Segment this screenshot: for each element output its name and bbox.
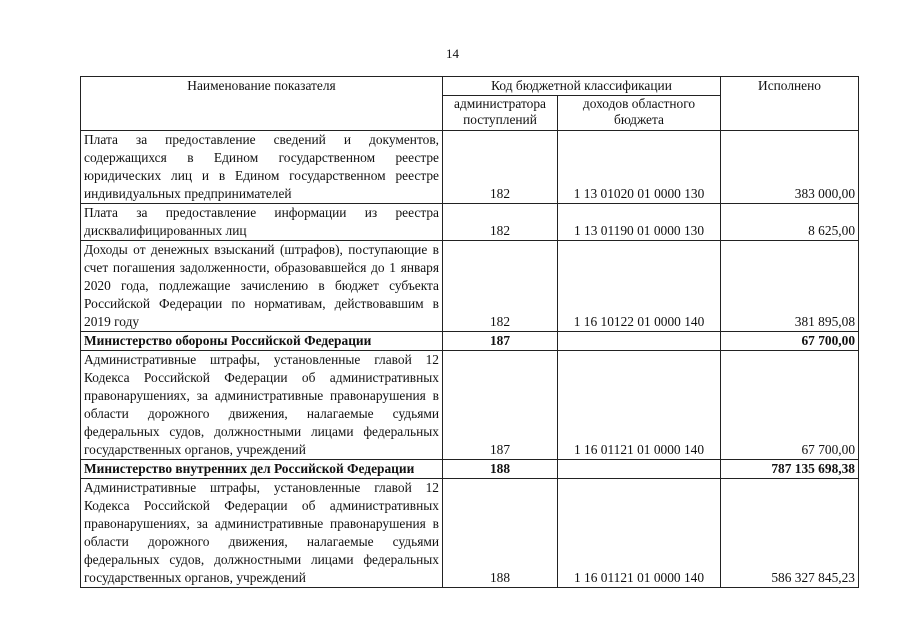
admin-code: 182 xyxy=(443,204,558,241)
table-row xyxy=(81,241,859,332)
ministry-name: Министерство обороны Российской Федерации xyxy=(81,332,443,351)
executed-amount: 787 135 698,38 xyxy=(721,460,859,479)
indicator-name: Административные штрафы, установленные главой 12 Кодекса Российской Федерации об административных правонарушениях, за административные правонарушения в области дорожного движения, налагаемые судьями федеральных судов, должностными лицами федеральных государственных органов, учреждений xyxy=(81,351,443,460)
income-code xyxy=(558,332,721,351)
table-row xyxy=(81,351,859,460)
executed-amount: 586 327 845,23 xyxy=(721,479,859,588)
admin-code: 182 xyxy=(443,241,558,332)
admin-code: 187 xyxy=(443,351,558,460)
budget-table xyxy=(80,76,859,588)
table-row xyxy=(81,204,859,241)
admin-code: 188 xyxy=(443,479,558,588)
indicator-name: Плата за предоставление сведений и документов, содержащихся в Едином государственном реестре юридических лиц и в Едином государственном реестре индивидуальных предпринимателей xyxy=(81,131,443,204)
income-code: 1 16 01121 01 0000 140 xyxy=(558,479,721,588)
indicator-name: Административные штрафы, установленные главой 12 Кодекса Российской Федерации об административных правонарушениях, за административные правонарушения в области дорожного движения, налагаемые судьями федеральных судов, должностными лицами федеральных государственных органов, учреждений xyxy=(81,479,443,588)
page-number: 14 xyxy=(446,46,459,61)
executed-amount: 383 000,00 xyxy=(721,131,859,204)
admin-code: 188 xyxy=(443,460,558,479)
income-code: 1 16 10122 01 0000 140 xyxy=(558,241,721,332)
admin-code: 187 xyxy=(443,332,558,351)
table-row xyxy=(81,479,859,588)
executed-amount: 8 625,00 xyxy=(721,204,859,241)
header-income-code: доходов областного бюджета xyxy=(558,96,721,131)
ministry-row xyxy=(81,332,859,351)
header-admin-code: администратора поступлений xyxy=(443,96,558,131)
income-code: 1 13 01190 01 0000 130 xyxy=(558,204,721,241)
income-code: 1 16 01121 01 0000 140 xyxy=(558,351,721,460)
ministry-name: Министерство внутренних дел Российской Федерации xyxy=(81,460,443,479)
indicator-name: Плата за предоставление информации из реестра дисквалифицированных лиц xyxy=(81,204,443,241)
executed-amount: 381 895,08 xyxy=(721,241,859,332)
income-code xyxy=(558,460,721,479)
admin-code: 182 xyxy=(443,131,558,204)
header-indicator-name: Наименование показателя xyxy=(81,77,443,131)
executed-amount: 67 700,00 xyxy=(721,351,859,460)
header-executed: Исполнено xyxy=(721,77,859,131)
income-code: 1 13 01020 01 0000 130 xyxy=(558,131,721,204)
table-row xyxy=(81,131,859,204)
executed-amount: 67 700,00 xyxy=(721,332,859,351)
header-budget-code: Код бюджетной классификации xyxy=(443,77,721,96)
ministry-row xyxy=(81,460,859,479)
indicator-name: Доходы от денежных взысканий (штрафов), поступающие в счет погашения задолженности, образовавшейся до 1 января 2020 года, подлежащие зачислению в бюджет субъекта Российской Федерации по нормативам, действовавшим в 2019 году xyxy=(81,241,443,332)
